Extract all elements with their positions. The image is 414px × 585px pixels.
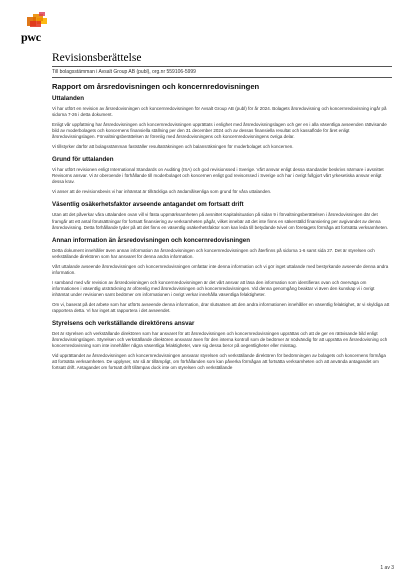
paragraph: Det är styrelsen och verkställande direktören som har ansvaret för att årsredovisningen och koncernredovisningen upprättas och att de ger en rättvisande bild enligt årsredovisningslagen. Styrelsen och verkställande direktören ansvarar även för den interna kontroll som de bedömer är nödvändig för att upprätta en årsredovisning och koncernredovisning som inte innehåller några väsentliga felaktigheter, vare sig dessa beror på oegentligheter eller misstag. (52, 331, 388, 349)
title-divider (52, 66, 392, 67)
page-number: 1 av 3 (380, 565, 394, 571)
paragraph: Vårt uttalande avseende årsredovisningen och koncernredovisningen omfattar inte denna information och vi gör inget uttalande med bestyrkande avseende denna andra information. (52, 263, 389, 275)
paragraph: Vi tillstyrker därför att bolagsstämman fastställer resultaträkningen och balansräkningen för moderbolaget och koncernen. (52, 143, 294, 149)
logo-wordmark: pwc (21, 30, 41, 44)
paragraph: I samband med vår revision av årsredovisningen och koncernredovisningen är det vårt ansvar att läsa den information som identifieras ovan och överväga om informationen i väsentlig utsträckning är oförenlig med årsredovisningen och koncernredovisningen. Vid denna genomgång beaktar vi även den kunskap vi i övrigt inhämtat under revisionen samt bedömer om informationen i övrigt verkar innehålla väsentliga felaktigheter. (52, 279, 375, 297)
section-heading-annan-information: Annan information än årsredovisningen och koncernredovisningen (52, 236, 251, 244)
section-heading-uttalanden: Uttalanden (52, 95, 84, 102)
section-heading-styrelsens-ansvar: Styrelsens och verkställande direktörens ansvar (52, 320, 195, 327)
section-heading-grund: Grund för uttalanden (52, 156, 114, 164)
recipient-line: Till bolagsstämman i Avsalt Group AB (publ), org.nr 559106-5999 (52, 69, 196, 75)
section-heading-osakerhet: Väsentlig osäkerhetsfaktor avseende antagandet om fortsatt drift (52, 201, 244, 209)
paragraph: Enligt vår uppfattning har årsredovisningen och koncernredovisningen upprättats i enlighet med årsredovisningslagen och ger en i alla väsentliga avseenden rättvisande bild av moderbolagets och koncernens finansiella ställning per den 31 december 2024 och av dessas finansiella resultat och kassaflöde för året enligt årsredovisningslagen. Förvaltningsberättelsen är förenlig med årsredovisningens och koncernredovisningens övriga delar. (52, 121, 387, 140)
paragraph: Vi har utfört en revision av årsredovisningen och koncernredovisningen för Avsalt Group AB (publ) för år 2024. Bolagets årsredovisning och koncernredovisning ingår på sidorna 7-26 i detta dokument. (52, 106, 387, 118)
logo-block-red (30, 21, 41, 27)
paragraph: Utan att det påverkar våra uttalanden ovan vill vi fästa uppmärksamheten på avsnittet Kapitalsituation på sidan 9 i förvaltningsberättelsen i årsredovisningen där det framgår att ett antal förutsättningar för fortsatt finansiering av verksamheten pågår, vilket innebär att det inte finns en säkerställd finansiering per avgivandet av denna årsredovisning. Detta förhållande tyder på att det finns en väsentlig osäkerhetsfaktor som kan leda till betydande tvivel om företagets förmåga att fortsätta verksamheten. (52, 212, 389, 230)
recipient-divider (52, 77, 392, 78)
paragraph: Vi anser att de revisionsbevis vi har inhämtat är tillräckliga och ändamålsenliga som grund för våra uttalanden. (52, 189, 272, 195)
paragraph: Om vi, baserat på det arbete som har utförts avseende denna information, drar slutsatsen att den andra informationen innehåller en väsentlig felaktighet, är vi skyldiga att rapportera detta. Vi har inget att rapportera i det avseendet. (52, 301, 390, 313)
paragraph: Vid upprättandet av årsredovisningen och koncernredovisningen ansvarar styrelsen och verkställande direktören för bedömningen av bolagets och koncernens förmåga att fortsätta verksamheten. De upplyser, när så är tillämpligt, om förhållanden som kan påverka förmågan att fortsätta verksamheten och att använda antagandet om fortsatt drift. Antagandet om fortsatt drift tillämpas dock inte om styrelsen och verkställande (52, 353, 386, 371)
report-body (52, 82, 390, 375)
paragraph: Vi har utfört revisionen enligt International Standards on Auditing (ISA) och god revisionssed i Sverige. Vårt ansvar enligt dessa standarder beskrivs närmare i avsnittet Revisorns ansvar. Vi är oberoende i förhållande till moderbolaget och koncernen enligt god revisorssed i Sverige och har i övrigt fullgjort vårt yrkesetiska ansvar enligt dessa krav. (52, 167, 384, 185)
report-heading: Rapport om årsredovisningen och koncernredovisningen (52, 82, 260, 91)
paragraph: Detta dokument innehåller även annan information än årsredovisningen och koncernredovisningen och återfinns på sidorna 1-6 samt sida 27. Det är styrelsen och verkställande direktören som har ansvaret för denna andra information. (52, 247, 375, 259)
logo-block-rose (39, 12, 45, 16)
document-title: Revisionsberättelse (52, 52, 142, 64)
